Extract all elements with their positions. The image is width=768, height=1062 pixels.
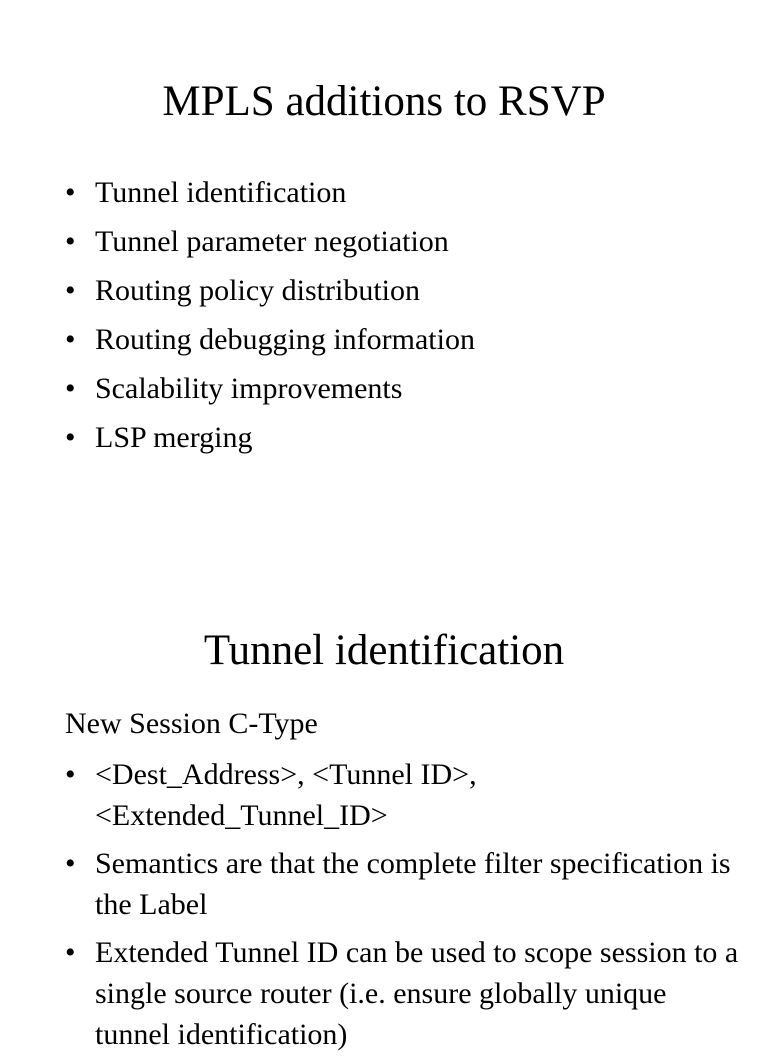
bullet-list (65, 754, 745, 1062)
list-item (65, 221, 475, 270)
bullet-icon: • (65, 847, 76, 880)
bullet-icon: • (65, 274, 76, 307)
bullet-icon: • (65, 323, 76, 356)
bullet-icon: • (65, 225, 76, 258)
bullet-icon: • (65, 936, 76, 969)
list-item (65, 754, 745, 836)
intro-line: New Session C-Type (65, 707, 318, 740)
list-item-text: Extended Tunnel ID can be used to scope session to a single source router (i.e. ensure globally unique tunnel identification) (95, 936, 739, 1051)
bullet-icon: • (65, 421, 76, 454)
list-item-text: LSP merging (95, 421, 253, 454)
list-item-text: Semantics are that the complete filter specification is the Label (95, 847, 731, 921)
list-item (65, 932, 745, 1055)
bullet-icon: • (65, 372, 76, 405)
list-item (65, 319, 475, 368)
list-item-text: Tunnel parameter negotiation (95, 225, 449, 258)
bullet-icon: • (65, 758, 76, 791)
list-item-text: <Dest_Address>, <Tunnel ID>, <Extended_Tunnel_ID> (95, 758, 477, 832)
bullet-list (65, 172, 475, 466)
list-item (65, 172, 475, 221)
list-item (65, 270, 475, 319)
list-item-text: Routing debugging information (95, 323, 475, 356)
list-item (65, 368, 475, 417)
list-item-text: Routing policy distribution (95, 274, 421, 307)
bullet-icon: • (65, 176, 76, 209)
list-item (65, 417, 475, 466)
list-item-text: Scalability improvements (95, 372, 403, 405)
slide-title: MPLS additions to RSVP (162, 78, 606, 125)
slide-title: Tunnel identification (203, 627, 565, 674)
list-item-text: Tunnel identification (95, 176, 347, 209)
list-item (65, 843, 745, 925)
